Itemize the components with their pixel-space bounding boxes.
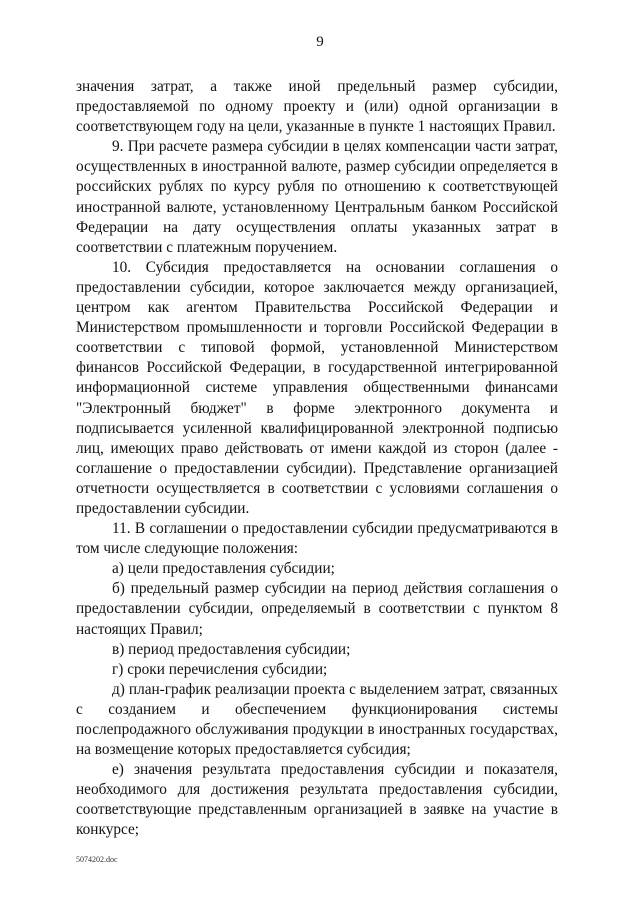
list-item-g: г) сроки перечисления субсидии;: [112, 660, 328, 678]
list-item-e: е) значения результата предоставления субсидии и показателя, необходимого для достижения результата предоставления субсидии, соответствующие представленным организацией в заявке на участие в конкурсе;: [76, 761, 558, 839]
list-item-d: д) план-график реализации проекта с выделением затрат, связанных с созданием и обеспечением функционирования системы послепродажного обслуживания продукции в иностранных государствах, на возмещение которых предоставляется субсидия;: [76, 680, 558, 759]
document-body: [76, 77, 558, 841]
paragraph-11: 11. В соглашении о предоставлении субсидии предусматриваются в том числе следующие положения:: [76, 520, 558, 558]
page-number: 9: [316, 34, 324, 50]
paragraph-9: 9. При расчете размера субсидии в целях компенсации части затрат, осуществленных в иностранной валюте, размер субсидии определяется в российских рублях по курсу рубля по отношению к соответствующей иностранной валюте, установленному Центральным банком Российской Федерации на дату осуществления оплаты указанных затрат в соответствии с платежным поручением.: [76, 138, 558, 256]
footer-filename: 5074202.doc: [76, 855, 118, 864]
list-item-a: а) цели предоставления субсидии;: [112, 560, 335, 578]
paragraph-continuation: значения затрат, а также иной предельный размер субсидии, предоставляемой по одному проекту и (или) одной организации в соответствующем году на цели, указанные в пункте 1 настоящих Правил.: [76, 78, 558, 136]
list-item-v: в) период предоставления субсидии;: [112, 640, 351, 658]
list-item-b: б) предельный размер субсидии на период действия соглашения о предоставлении субсидии, определяемый в соответствии с пунктом 8 настоящих Правил;: [76, 580, 558, 638]
paragraph-10: 10. Субсидия предоставляется на основании соглашения о предоставлении субсидии, которое заключается между организацией, центром как агентом Правительства Российской Федерации и Министерством промышленности и торговли Российской Федерации в соответствии с типовой формой, установленной Министерством финансов Российской Федерации, в государственной интегрированной информационной системе управления общественными финансами "Электронный бюджет" в форме электронного документа и подписывается усиленной квалифицированной электронной подписью лиц, имеющих право действовать от имени каждой из сторон (далее - соглашение о предоставлении субсидии). Представление организацией отчетности осуществляется в соответствии с условиями соглашения о предоставлении субсидии.: [76, 258, 558, 517]
